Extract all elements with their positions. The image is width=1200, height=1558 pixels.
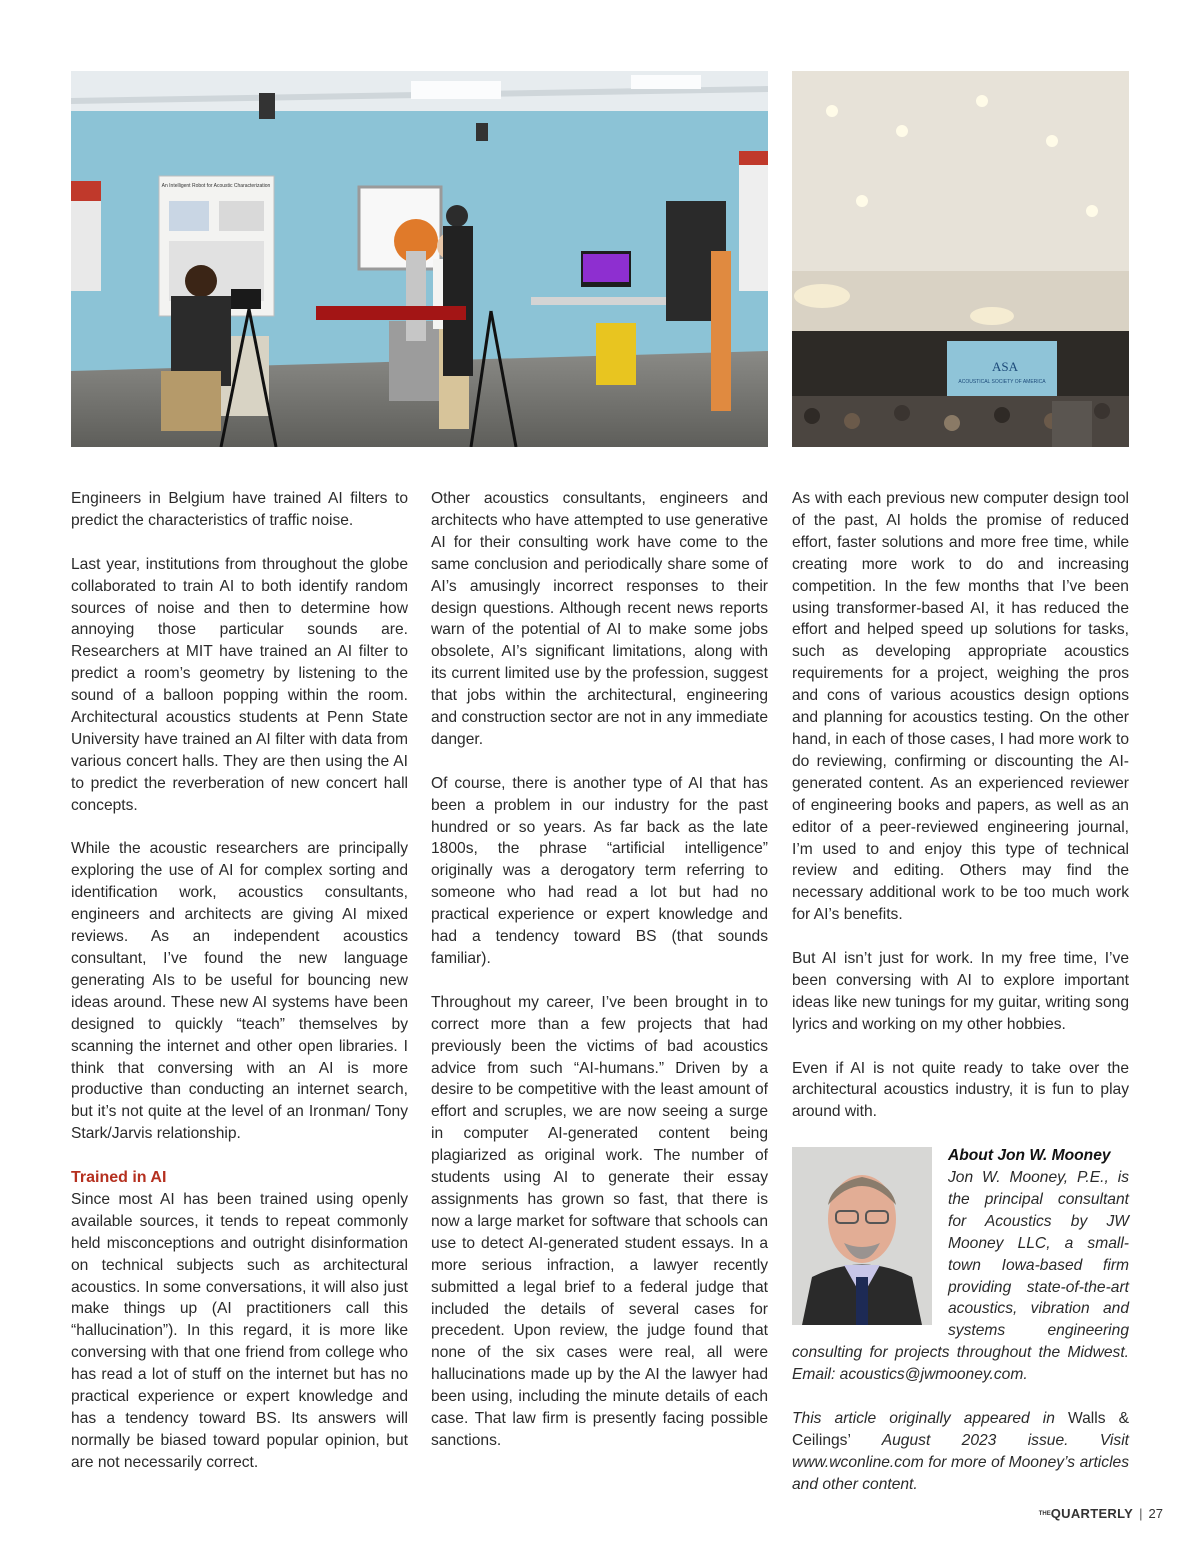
- footer-the: THE: [1038, 1511, 1051, 1517]
- screen-text-society: ACOUSTICAL SOCIETY OF AMERICA: [958, 379, 1046, 385]
- paragraph: Last year, institutions from throughout the globe collaborated to train AI to both identify random sources of noise and then to determine how annoying those particular sounds are. Researchers at MIT have trained an AI filter to predict a room’s geometry by listening to the sound of a balloon popping within the room. Architectural acoustics students at Penn State University have trained an AI filter with data from various concert halls. They are then using the AI to predict the reverberation of new concert hall concepts.: [71, 555, 408, 814]
- paragraph: Even if AI is not quite ready to take over the architectural acoustics industry, it is fun to play around with.: [792, 1059, 1129, 1121]
- page-number: 27: [1148, 1506, 1163, 1521]
- paragraph: Of course, there is another type of AI that has been a problem in our industry for the past hundred or so years. As far back as the late 1800s, the phrase “artificial intelligence” originally was a derogatory term referring to someone who had read a lot but had no practical experience or expert knowledge and had a tendency toward BS (that sounds familiar).: [431, 774, 768, 968]
- bio-heading: About Jon W. Mooney: [948, 1147, 1111, 1165]
- lab-photo-illustration: [71, 71, 768, 447]
- column-2: [431, 488, 768, 1452]
- paragraph: As with each previous new computer design tool of the past, AI holds the promise of reduced effort, faster solutions and more free time, while creating more work to do and increasing competition. In the few months that I’ve been using transformer-based AI, it has reduced the effort and helped speed up solutions for tasks, such as developing appropriate acoustics requirements for a project, weighing the pros and cons of various acoustics design options and planning for acoustics testing. On the other hand, in each of those cases, I had more work to do reviewing, confirming or discounting the AI-generated content. As an experienced reviewer of engineering books and papers, as well as an editor of a peer-reviewed engineering journal, I’m used to and enjoy this type of technical review and editing. Others may find the necessary additional work to be too much work for AI’s benefits.: [792, 490, 1129, 924]
- column-1: [71, 488, 408, 1474]
- footer-separator: |: [1139, 1506, 1143, 1521]
- lab-photo: [71, 71, 768, 447]
- author-bio: [792, 1145, 1129, 1386]
- paragraph: But AI isn’t just for work. In my free time, I’ve been conversing with AI to explore important ideas like new tunings for my guitar, writing song lyrics and working on my other hobbies.: [792, 950, 1129, 1033]
- author-portrait-illustration: [792, 1147, 932, 1325]
- article-credit: [792, 1408, 1129, 1496]
- author-portrait: [792, 1147, 932, 1325]
- credit-magazine: Walls & Ceilings’: [792, 1410, 1129, 1449]
- credit-outro: August 2023 issue. Visit www.wconline.com for more of Mooney’s articles and other content.: [792, 1431, 1129, 1493]
- footer-magazine-name: QUARTERLY: [1050, 1506, 1134, 1521]
- column-3: [792, 488, 1129, 1518]
- screen-text-asa: ASA: [992, 359, 1019, 374]
- poster-title: An Intelligent Robot for Acoustic Characterization: [161, 183, 271, 189]
- page-footer: [1039, 1506, 1163, 1521]
- conference-photo-illustration: [792, 71, 1129, 447]
- paragraph: While the acoustic researchers are principally exploring the use of AI for complex sorting and identification work, acoustics consultants, engineers and architects are giving AI mixed reviews. As an independent acoustics consultant, I’ve found the new language generating AIs to be useful for bouncing new ideas around. These new AI systems have been designed to quickly “teach” themselves by scanning the internet and other open libraries. I think that conversing with an AI is more productive than conducting an internet search, but it’s not quite at the level of an Ironman/ Tony Stark/Jarvis relationship.: [71, 840, 408, 1143]
- paragraph: Other acoustics consultants, engineers and architects who have attempted to use generative AI for their consulting work have come to the same conclusion and periodically share some of AI’s amusingly incorrect responses to their design questions. Although recent news reports warn of the potential of AI to make some jobs obsolete, AI’s significant limitations, along with its current limited use by the profession, suggest that jobs within the architectural, engineering and construction sector are not in any immediate danger.: [431, 490, 768, 748]
- bio-text: Jon W. Mooney, P.E., is the principal consultant for Acoustics by JW Mooney LLC, a small-town Iowa-based firm providing state-of-the-art acoustics, vibration and systems engineering consulting for projects throughout the Midwest. Email: acoustics@jwmooney.com.: [792, 1169, 1129, 1384]
- paragraph: Throughout my career, I’ve been brought in to correct more than a few projects that had previously been the victims of bad acoustics advice from such “AI-humans.” Driven by a desire to be competitive with the least amount of effort and scruples, we are now seeing a surge in computer AI-generated content being plagiarized as original work. The number of students using AI to generate their essay assignments has grown so fast, that there is now a large market for software that schools can use to detect AI-generated student essays. In a more serious infraction, a lawyer recently submitted a legal brief to a federal judge that included the details of several cases for precedent. Upon review, the judge found that none of the six cases were real, all were hallucinations made up by the AI the lawyer had been using, including the minute details of each case. That law firm is presently facing possible sanctions.: [431, 993, 768, 1449]
- credit-intro: This article originally appeared in: [792, 1410, 1068, 1427]
- conference-photo: [792, 71, 1129, 447]
- paragraph: Engineers in Belgium have trained AI filters to predict the characteristics of traffic noise.: [71, 490, 408, 529]
- subheading-trained-in-ai: Trained in AI: [71, 1169, 167, 1187]
- paragraph: Since most AI has been trained using openly available sources, it tends to repeat commonly held misconceptions and outright disinformation on technical subjects such as architectural acoustics. In some conversations, it will also just make things up (AI practitioners call this “hallucination”). In this regard, it is more like conversing with that one friend from college who has read a lot of stuff on the internet but has no practical experience or expert knowledge and has a tendency toward BS. Its answers will normally be biased toward popular opinion, but are not necessarily correct.: [71, 1190, 408, 1471]
